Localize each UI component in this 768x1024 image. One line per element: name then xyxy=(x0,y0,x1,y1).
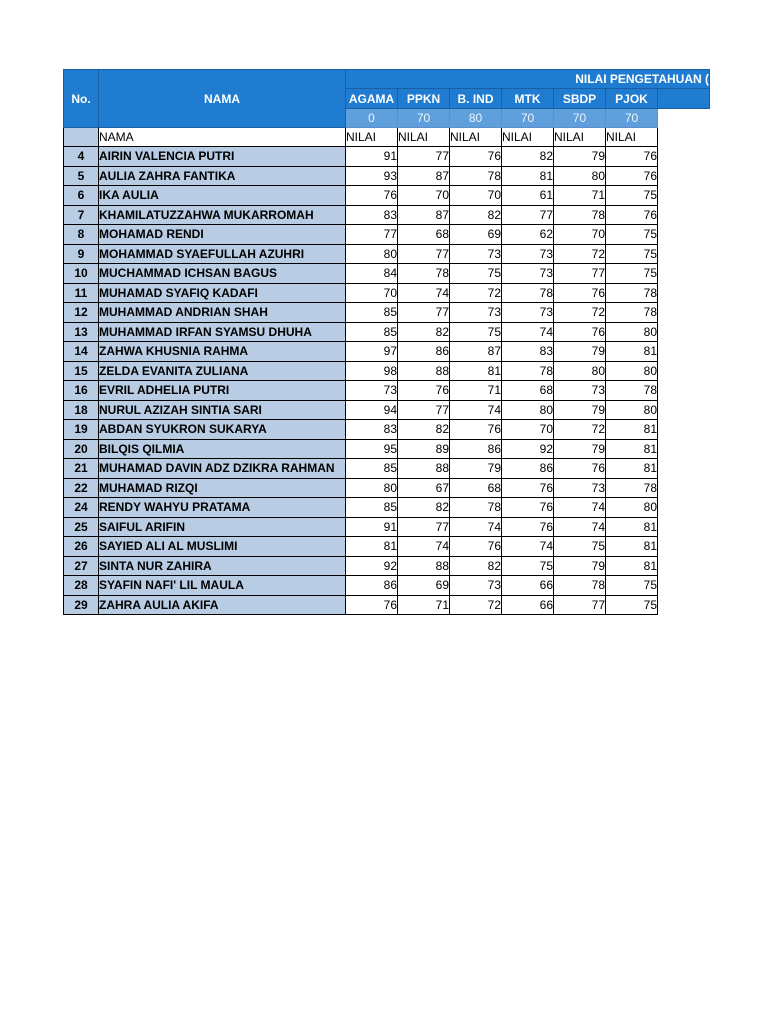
score-cell[interactable]: 81 xyxy=(606,537,658,557)
score-cell[interactable]: 68 xyxy=(502,381,554,401)
student-number-cell[interactable]: 24 xyxy=(64,498,99,518)
student-number-cell[interactable]: 15 xyxy=(64,361,99,381)
score-cell[interactable]: 74 xyxy=(502,537,554,557)
score-cell[interactable]: 75 xyxy=(606,576,658,596)
score-cell[interactable]: 94 xyxy=(346,400,398,420)
score-cell[interactable]: 79 xyxy=(554,556,606,576)
score-cell[interactable]: 83 xyxy=(346,205,398,225)
table-row xyxy=(64,595,710,615)
nilai-label-cell[interactable]: NILAI xyxy=(398,128,450,147)
score-cell[interactable]: 73 xyxy=(502,244,554,264)
group-title-header[interactable]: NILAI PENGETAHUAN ( xyxy=(346,70,710,89)
score-cell[interactable]: 81 xyxy=(606,517,658,537)
student-number-cell[interactable]: 6 xyxy=(64,186,99,206)
blank-cell xyxy=(658,595,710,615)
blank-cell xyxy=(658,517,710,537)
student-name-cell[interactable]: NURUL AZIZAH SINTIA SARI xyxy=(99,400,346,420)
score-cell[interactable]: 70 xyxy=(346,283,398,303)
student-name-cell[interactable]: EVRIL ADHELIA PUTRI xyxy=(99,381,346,401)
score-cell[interactable]: 68 xyxy=(450,478,502,498)
student-number-cell[interactable]: 7 xyxy=(64,205,99,225)
score-cell[interactable]: 80 xyxy=(346,478,398,498)
student-number-cell[interactable]: 14 xyxy=(64,342,99,362)
score-cell[interactable]: 71 xyxy=(450,381,502,401)
kkm-cell[interactable]: 70 xyxy=(398,109,450,128)
score-cell[interactable]: 87 xyxy=(398,205,450,225)
student-number-cell[interactable]: 19 xyxy=(64,420,99,440)
nilai-label-cell[interactable]: NILAI xyxy=(346,128,398,147)
score-cell[interactable]: 75 xyxy=(606,225,658,245)
student-name-cell[interactable]: ZAHRA AULIA AKIFA xyxy=(99,595,346,615)
table-row xyxy=(64,186,710,206)
student-name-cell[interactable]: SAIFUL ARIFIN xyxy=(99,517,346,537)
score-cell[interactable]: 74 xyxy=(554,498,606,518)
score-cell[interactable]: 80 xyxy=(606,498,658,518)
student-number-cell[interactable]: 11 xyxy=(64,283,99,303)
blank-cell xyxy=(658,128,710,147)
score-cell[interactable]: 85 xyxy=(346,303,398,323)
score-cell[interactable]: 86 xyxy=(346,576,398,596)
student-name-cell[interactable]: MUHAMMAD IRFAN SYAMSU DHUHA xyxy=(99,322,346,342)
score-cell[interactable]: 78 xyxy=(606,381,658,401)
student-name-cell[interactable]: SYAFIN NAFI' LIL MAULA xyxy=(99,576,346,596)
score-cell[interactable]: 71 xyxy=(398,595,450,615)
score-cell[interactable]: 83 xyxy=(346,420,398,440)
score-cell[interactable]: 70 xyxy=(554,225,606,245)
nilai-label-cell[interactable]: NILAI xyxy=(606,128,658,147)
blank-cell xyxy=(658,283,710,303)
student-number-cell[interactable]: 10 xyxy=(64,264,99,284)
blank-cell xyxy=(658,264,710,284)
score-cell[interactable]: 80 xyxy=(554,361,606,381)
student-number-cell[interactable]: 13 xyxy=(64,322,99,342)
table-row xyxy=(64,342,710,362)
table-row xyxy=(64,283,710,303)
score-cell[interactable]: 91 xyxy=(346,517,398,537)
score-cell[interactable]: 81 xyxy=(502,166,554,186)
score-cell[interactable]: 81 xyxy=(606,420,658,440)
student-name-cell[interactable]: ABDAN SYUKRON SUKARYA xyxy=(99,420,346,440)
score-cell[interactable]: 78 xyxy=(554,576,606,596)
student-number-cell[interactable]: 26 xyxy=(64,537,99,557)
student-name-cell[interactable]: ZAHWA KHUSNIA RAHMA xyxy=(99,342,346,362)
table-row xyxy=(64,205,710,225)
table-row xyxy=(64,439,710,459)
score-cell[interactable]: 88 xyxy=(398,361,450,381)
score-cell[interactable]: 81 xyxy=(606,459,658,479)
score-cell[interactable]: 76 xyxy=(450,420,502,440)
score-cell[interactable]: 73 xyxy=(554,381,606,401)
score-cell[interactable]: 92 xyxy=(346,556,398,576)
student-number-cell[interactable]: 18 xyxy=(64,400,99,420)
table-row xyxy=(64,556,710,576)
score-cell[interactable]: 62 xyxy=(502,225,554,245)
score-cell[interactable]: 76 xyxy=(346,186,398,206)
score-cell[interactable]: 81 xyxy=(346,537,398,557)
score-cell[interactable]: 81 xyxy=(606,439,658,459)
score-cell[interactable]: 75 xyxy=(606,186,658,206)
score-cell[interactable]: 72 xyxy=(450,595,502,615)
score-cell[interactable]: 78 xyxy=(502,361,554,381)
score-cell[interactable]: 76 xyxy=(554,283,606,303)
score-cell[interactable]: 74 xyxy=(502,322,554,342)
score-cell[interactable]: 75 xyxy=(606,264,658,284)
score-cell[interactable]: 79 xyxy=(554,400,606,420)
student-name-cell[interactable]: MOHAMMAD SYAEFULLAH AZUHRI xyxy=(99,244,346,264)
score-cell[interactable]: 82 xyxy=(450,556,502,576)
student-number-cell[interactable]: 12 xyxy=(64,303,99,323)
score-cell[interactable]: 75 xyxy=(502,556,554,576)
score-cell[interactable]: 78 xyxy=(606,283,658,303)
student-name-cell[interactable]: MUHAMAD RIZQI xyxy=(99,478,346,498)
student-number-cell[interactable]: 5 xyxy=(64,166,99,186)
score-cell[interactable]: 80 xyxy=(346,244,398,264)
score-cell[interactable]: 86 xyxy=(398,342,450,362)
score-cell[interactable]: 76 xyxy=(606,166,658,186)
blank-cell xyxy=(658,361,710,381)
score-cell[interactable]: 66 xyxy=(502,576,554,596)
table-row xyxy=(64,264,710,284)
score-cell[interactable]: 79 xyxy=(554,147,606,167)
score-cell[interactable]: 75 xyxy=(450,322,502,342)
score-cell[interactable]: 77 xyxy=(398,400,450,420)
student-name-cell[interactable]: SINTA NUR ZAHIRA xyxy=(99,556,346,576)
score-cell[interactable]: 70 xyxy=(398,186,450,206)
subject-header-mtk[interactable]: MTK xyxy=(502,89,554,109)
kkm-cell[interactable]: 0 xyxy=(346,109,398,128)
score-cell[interactable]: 81 xyxy=(606,342,658,362)
blank-cell xyxy=(658,381,710,401)
kkm-cell[interactable]: 70 xyxy=(606,109,658,128)
score-cell[interactable]: 77 xyxy=(554,264,606,284)
blank-cell xyxy=(658,498,710,518)
score-cell[interactable]: 76 xyxy=(450,147,502,167)
score-cell[interactable]: 78 xyxy=(450,166,502,186)
student-name-cell[interactable]: MUHAMAD DAVIN ADZ DZIKRA RAHMAN xyxy=(99,459,346,479)
score-cell[interactable]: 78 xyxy=(502,283,554,303)
blank-cell xyxy=(658,205,710,225)
score-cell[interactable]: 76 xyxy=(502,478,554,498)
blank-cell xyxy=(658,576,710,596)
no-header[interactable]: No. xyxy=(64,70,99,128)
student-number-cell[interactable]: 27 xyxy=(64,556,99,576)
score-cell[interactable]: 72 xyxy=(554,420,606,440)
score-cell[interactable]: 74 xyxy=(450,400,502,420)
score-cell[interactable]: 82 xyxy=(398,498,450,518)
score-cell[interactable]: 93 xyxy=(346,166,398,186)
score-cell[interactable]: 84 xyxy=(346,264,398,284)
score-cell[interactable]: 76 xyxy=(502,517,554,537)
score-cell[interactable]: 74 xyxy=(450,517,502,537)
student-name-cell[interactable]: MOHAMAD RENDI xyxy=(99,225,346,245)
blank-cell xyxy=(658,420,710,440)
score-cell[interactable]: 76 xyxy=(346,595,398,615)
score-cell[interactable]: 76 xyxy=(606,147,658,167)
score-cell[interactable]: 80 xyxy=(606,400,658,420)
score-cell[interactable]: 82 xyxy=(398,322,450,342)
score-cell[interactable]: 98 xyxy=(346,361,398,381)
student-name-cell[interactable]: AULIA ZAHRA FANTIKA xyxy=(99,166,346,186)
student-number-cell[interactable]: 4 xyxy=(64,147,99,167)
blank-cell xyxy=(658,109,710,128)
student-name-cell[interactable]: RENDY WAHYU PRATAMA xyxy=(99,498,346,518)
student-number-cell[interactable]: 16 xyxy=(64,381,99,401)
score-cell[interactable]: 75 xyxy=(450,264,502,284)
score-cell[interactable]: 61 xyxy=(502,186,554,206)
student-name-cell[interactable]: MUHAMMAD ANDRIAN SHAH xyxy=(99,303,346,323)
table-row xyxy=(64,147,710,167)
blank-cell xyxy=(658,322,710,342)
blank-cell xyxy=(658,225,710,245)
blank-cell xyxy=(658,478,710,498)
subject-header-sbdp[interactable]: SBDP xyxy=(554,89,606,109)
score-cell[interactable]: 76 xyxy=(450,537,502,557)
score-cell[interactable]: 86 xyxy=(502,459,554,479)
score-cell[interactable]: 72 xyxy=(554,303,606,323)
score-cell[interactable]: 66 xyxy=(502,595,554,615)
score-cell[interactable]: 92 xyxy=(502,439,554,459)
score-cell[interactable]: 74 xyxy=(554,517,606,537)
score-cell[interactable]: 79 xyxy=(554,342,606,362)
table-row xyxy=(64,361,710,381)
score-cell[interactable]: 77 xyxy=(398,147,450,167)
table-row xyxy=(64,400,710,420)
score-cell[interactable]: 91 xyxy=(346,147,398,167)
blank-cell xyxy=(658,244,710,264)
score-cell[interactable]: 73 xyxy=(450,303,502,323)
table-row xyxy=(64,478,710,498)
score-cell[interactable]: 76 xyxy=(606,205,658,225)
student-number-cell[interactable]: 25 xyxy=(64,517,99,537)
grades-table xyxy=(63,69,710,615)
score-cell[interactable]: 77 xyxy=(554,595,606,615)
table-row xyxy=(64,166,710,186)
score-cell[interactable]: 83 xyxy=(502,342,554,362)
kkm-cell[interactable]: 70 xyxy=(502,109,554,128)
table-row xyxy=(64,303,710,323)
score-cell[interactable]: 85 xyxy=(346,322,398,342)
score-cell[interactable]: 69 xyxy=(450,225,502,245)
blank-cell xyxy=(658,166,710,186)
student-number-cell[interactable]: 9 xyxy=(64,244,99,264)
table-row xyxy=(64,225,710,245)
subject-header-ppkn[interactable]: PPKN xyxy=(398,89,450,109)
score-cell[interactable]: 74 xyxy=(398,537,450,557)
score-cell[interactable]: 76 xyxy=(554,459,606,479)
score-cell[interactable]: 72 xyxy=(554,244,606,264)
table-row xyxy=(64,381,710,401)
nama-header[interactable]: NAMA xyxy=(99,70,346,128)
table-row xyxy=(64,576,710,596)
score-cell[interactable]: 95 xyxy=(346,439,398,459)
score-cell[interactable]: 69 xyxy=(398,576,450,596)
score-cell[interactable]: 88 xyxy=(398,459,450,479)
blank-cell xyxy=(658,342,710,362)
nilai-label-cell[interactable]: NILAI xyxy=(554,128,606,147)
student-number-cell[interactable]: 29 xyxy=(64,595,99,615)
student-number-cell[interactable]: 20 xyxy=(64,439,99,459)
subject-header-pjok[interactable]: PJOK xyxy=(606,89,658,109)
score-cell[interactable]: 73 xyxy=(450,576,502,596)
table-row xyxy=(64,498,710,518)
score-cell[interactable]: 75 xyxy=(554,537,606,557)
score-cell[interactable]: 70 xyxy=(450,186,502,206)
score-cell[interactable]: 76 xyxy=(398,381,450,401)
score-cell[interactable]: 73 xyxy=(346,381,398,401)
table-row xyxy=(64,244,710,264)
score-cell[interactable]: 97 xyxy=(346,342,398,362)
score-cell[interactable]: 77 xyxy=(346,225,398,245)
no-label-cell[interactable] xyxy=(64,128,99,147)
blank-cell xyxy=(658,303,710,323)
nilai-label-cell[interactable]: NILAI xyxy=(502,128,554,147)
kkm-cell[interactable]: 70 xyxy=(554,109,606,128)
blank-cell xyxy=(658,459,710,479)
score-cell[interactable]: 76 xyxy=(554,322,606,342)
subject-header-extra xyxy=(658,89,710,109)
blank-cell xyxy=(658,537,710,557)
score-cell[interactable]: 67 xyxy=(398,478,450,498)
score-cell[interactable]: 77 xyxy=(502,205,554,225)
score-cell[interactable]: 78 xyxy=(450,498,502,518)
table-row xyxy=(64,322,710,342)
score-cell[interactable]: 89 xyxy=(398,439,450,459)
score-cell[interactable]: 72 xyxy=(450,283,502,303)
score-cell[interactable]: 78 xyxy=(554,205,606,225)
score-cell[interactable]: 87 xyxy=(398,166,450,186)
score-cell[interactable]: 80 xyxy=(606,361,658,381)
score-cell[interactable]: 81 xyxy=(606,556,658,576)
score-cell[interactable]: 78 xyxy=(606,303,658,323)
student-name-cell[interactable]: BILQIS QILMIA xyxy=(99,439,346,459)
table-row xyxy=(64,537,710,557)
score-cell[interactable]: 82 xyxy=(398,420,450,440)
score-cell[interactable]: 80 xyxy=(502,400,554,420)
student-name-cell[interactable]: MUHAMAD SYAFIQ KADAFI xyxy=(99,283,346,303)
student-name-cell[interactable]: ZELDA EVANITA ZULIANA xyxy=(99,361,346,381)
score-cell[interactable]: 77 xyxy=(398,517,450,537)
score-cell[interactable]: 79 xyxy=(554,439,606,459)
score-cell[interactable]: 85 xyxy=(346,459,398,479)
blank-cell xyxy=(658,147,710,167)
score-cell[interactable]: 77 xyxy=(398,303,450,323)
label-row xyxy=(64,128,710,147)
nama-label-cell[interactable]: NAMA xyxy=(99,128,346,147)
table-row xyxy=(64,459,710,479)
nilai-label-cell[interactable]: NILAI xyxy=(450,128,502,147)
blank-cell xyxy=(658,186,710,206)
score-cell[interactable]: 68 xyxy=(398,225,450,245)
score-cell[interactable]: 71 xyxy=(554,186,606,206)
score-cell[interactable]: 87 xyxy=(450,342,502,362)
score-cell[interactable]: 73 xyxy=(502,264,554,284)
student-number-cell[interactable]: 8 xyxy=(64,225,99,245)
student-name-cell[interactable]: AIRIN VALENCIA PUTRI xyxy=(99,147,346,167)
student-number-cell[interactable]: 28 xyxy=(64,576,99,596)
score-cell[interactable]: 77 xyxy=(398,244,450,264)
score-cell[interactable]: 75 xyxy=(606,595,658,615)
table-row xyxy=(64,517,710,537)
score-cell[interactable]: 82 xyxy=(502,147,554,167)
score-cell[interactable]: 76 xyxy=(502,498,554,518)
score-cell[interactable]: 81 xyxy=(450,361,502,381)
header-row-1 xyxy=(64,70,710,89)
student-name-cell[interactable]: MUCHAMMAD ICHSAN BAGUS xyxy=(99,264,346,284)
score-cell[interactable]: 80 xyxy=(606,322,658,342)
student-number-cell[interactable]: 22 xyxy=(64,478,99,498)
blank-cell xyxy=(658,439,710,459)
score-cell[interactable]: 79 xyxy=(450,459,502,479)
score-cell[interactable]: 88 xyxy=(398,556,450,576)
student-name-cell[interactable]: IKA AULIA xyxy=(99,186,346,206)
score-cell[interactable]: 74 xyxy=(398,283,450,303)
score-cell[interactable]: 70 xyxy=(502,420,554,440)
score-cell[interactable]: 82 xyxy=(450,205,502,225)
score-cell[interactable]: 73 xyxy=(502,303,554,323)
blank-cell xyxy=(658,556,710,576)
score-cell[interactable]: 73 xyxy=(450,244,502,264)
score-cell[interactable]: 86 xyxy=(450,439,502,459)
student-number-cell[interactable]: 21 xyxy=(64,459,99,479)
score-cell[interactable]: 73 xyxy=(554,478,606,498)
score-cell[interactable]: 80 xyxy=(554,166,606,186)
score-cell[interactable]: 78 xyxy=(606,478,658,498)
subject-header-b-ind[interactable]: B. IND xyxy=(450,89,502,109)
score-cell[interactable]: 75 xyxy=(606,244,658,264)
score-cell[interactable]: 85 xyxy=(346,498,398,518)
student-name-cell[interactable]: SAYIED ALI AL MUSLIMI xyxy=(99,537,346,557)
blank-cell xyxy=(658,400,710,420)
score-cell[interactable]: 78 xyxy=(398,264,450,284)
kkm-cell[interactable]: 80 xyxy=(450,109,502,128)
student-name-cell[interactable]: KHAMILATUZZAHWA MUKARROMAH xyxy=(99,205,346,225)
table-row xyxy=(64,420,710,440)
subject-header-agama[interactable]: AGAMA xyxy=(346,89,398,109)
